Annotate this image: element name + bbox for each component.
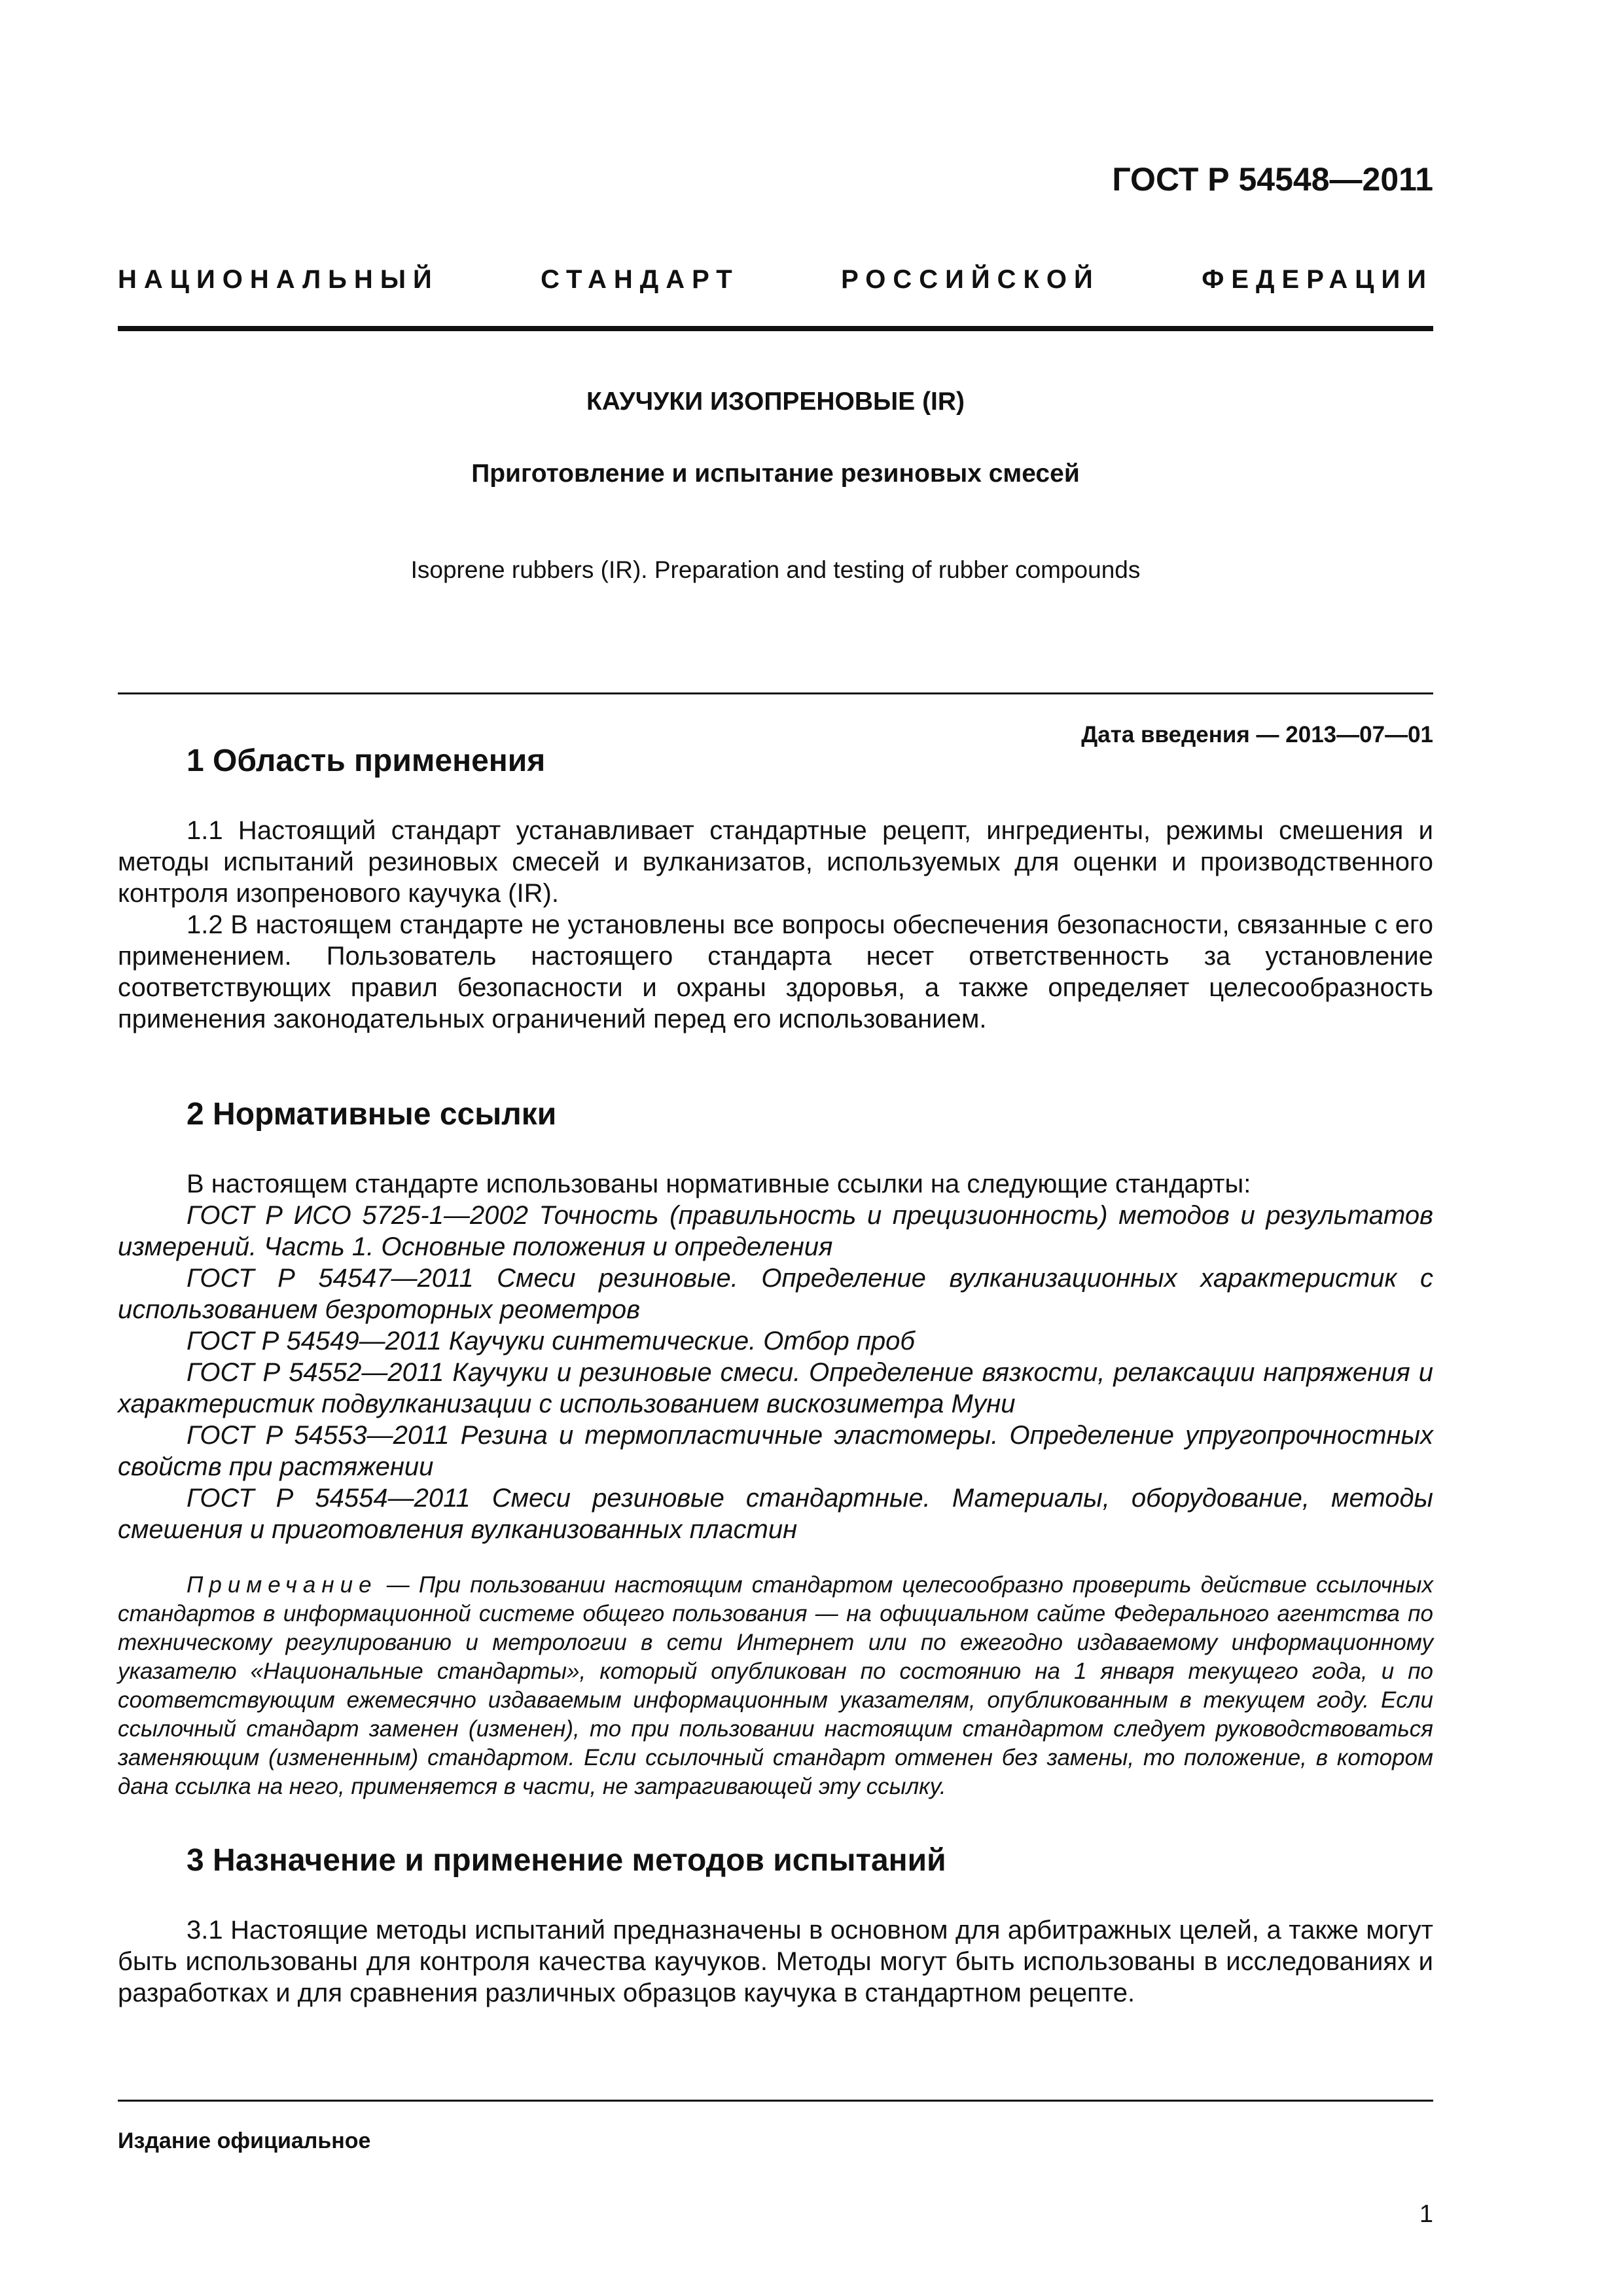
section-3-body	[118, 1914, 1433, 2009]
paragraph: 1.2 В настоящем стандарте не установлены все вопросы обеспечения безопасности, связанные с его применением. Пользователь настоящего стандарта несет ответственность за установление соответствующих правил безопасности и охраны здоровья, а также определяет целесообразность применения законодательных ограничений перед его использованием.	[118, 910, 1433, 1033]
paragraph: 3.1 Настоящие методы испытаний предназначены в основном для арбитражных целей, а также могут быть использованы для контроля качества каучуков. Методы могут быть использованы в исследованиях и разработках и для сравнения различных образцов каучука в стандартном рецепте.	[118, 1916, 1433, 2007]
document-title: КАУЧУКИ ИЗОПРЕНОВЫЕ (IR)	[586, 387, 965, 416]
footer-divider	[118, 2100, 1433, 2102]
document-number: ГОСТ Р 54548—2011	[1112, 161, 1433, 198]
national-standard-banner	[118, 265, 1433, 295]
section-2-body	[118, 1168, 1433, 1545]
note-label: Примечание	[187, 1572, 378, 1598]
paragraph: В настоящем стандарте использованы нормативные ссылки на следующие стандарты:	[187, 1170, 1251, 1198]
section-1-body	[118, 815, 1433, 1035]
banner-word: РОССИЙСКОЙ	[841, 265, 1100, 294]
reference-item: ГОСТ Р 54553—2011 Резина и термопластичные эластомеры. Определение упругопрочностных свойств при растяжении	[118, 1421, 1433, 1481]
banner-word: ФЕДЕРАЦИИ	[1202, 265, 1433, 294]
reference-item: ГОСТ Р ИСО 5725-1—2002 Точность (правильность и прецизионность) методов и результатов измерений. Часть 1. Основные положения и определения	[118, 1201, 1433, 1261]
document-subtitle: Приготовление и испытание резиновых смесей	[471, 459, 1080, 488]
header-divider	[118, 326, 1433, 331]
banner-word: СТАНДАРТ	[541, 265, 740, 294]
title-divider	[118, 692, 1433, 694]
note-text: — При пользовании настоящим стандартом целесообразно проверить действие ссылочных стандартов в информационной системе общего пользования — на официальном сайте Федерального агентства по техническому регулированию и метрологии в сети Интернет или по ежегодно издаваемому информационному указателю «Национальные стандарты», который опубликован по состоянию на 1 января текущего года, и по соответствующим ежемесячно издаваемым информационным указателям, опубликованным в текущем году. Если ссылочный стандарт заменен (изменен), то при пользовании настоящим стандартом следует руководствоваться заменяющим (измененным) стандартом. Если ссылочный стандарт отменен без замены, то положение, в котором дана ссылка на него, применяется в части, не затрагивающей эту ссылку.	[118, 1572, 1433, 1799]
page-number: 1	[1419, 2200, 1433, 2228]
introduction-date: Дата введения — 2013—07—01	[1081, 722, 1433, 747]
reference-item: ГОСТ Р 54554—2011 Смеси резиновые стандартные. Материалы, оборудование, методы смешения и приготовления вулканизованных пластин	[118, 1484, 1433, 1544]
paragraph: 1.1 Настоящий стандарт устанавливает стандартные рецепт, ингредиенты, режимы смешения и методы испытаний резиновых смесей и вулканизатов, используемых для оценки и производственного контроля изопренового каучука (IR).	[118, 816, 1433, 908]
reference-item: ГОСТ Р 54549—2011 Каучуки синтетические. Отбор проб	[187, 1327, 915, 1355]
section-heading: 1 Область применения	[187, 744, 546, 778]
section-heading: 2 Нормативные ссылки	[187, 1097, 557, 1132]
banner-word: НАЦИОНАЛЬНЫЙ	[118, 265, 439, 294]
reference-item: ГОСТ Р 54552—2011 Каучуки и резиновые смеси. Определение вязкости, релаксации напряжения и характеристик подвулканизации с использованием вискозиметра Муни	[118, 1358, 1433, 1418]
official-edition-label: Издание официальное	[118, 2128, 371, 2153]
references-note	[118, 1571, 1433, 1801]
reference-item: ГОСТ Р 54547—2011 Смеси резиновые. Определение вулканизационных характеристик с использованием безроторных реометров	[118, 1264, 1433, 1324]
english-title: Isoprene rubbers (IR). Preparation and testing of rubber compounds	[410, 556, 1141, 583]
section-heading: 3 Назначение и применение методов испытаний	[187, 1843, 946, 1878]
